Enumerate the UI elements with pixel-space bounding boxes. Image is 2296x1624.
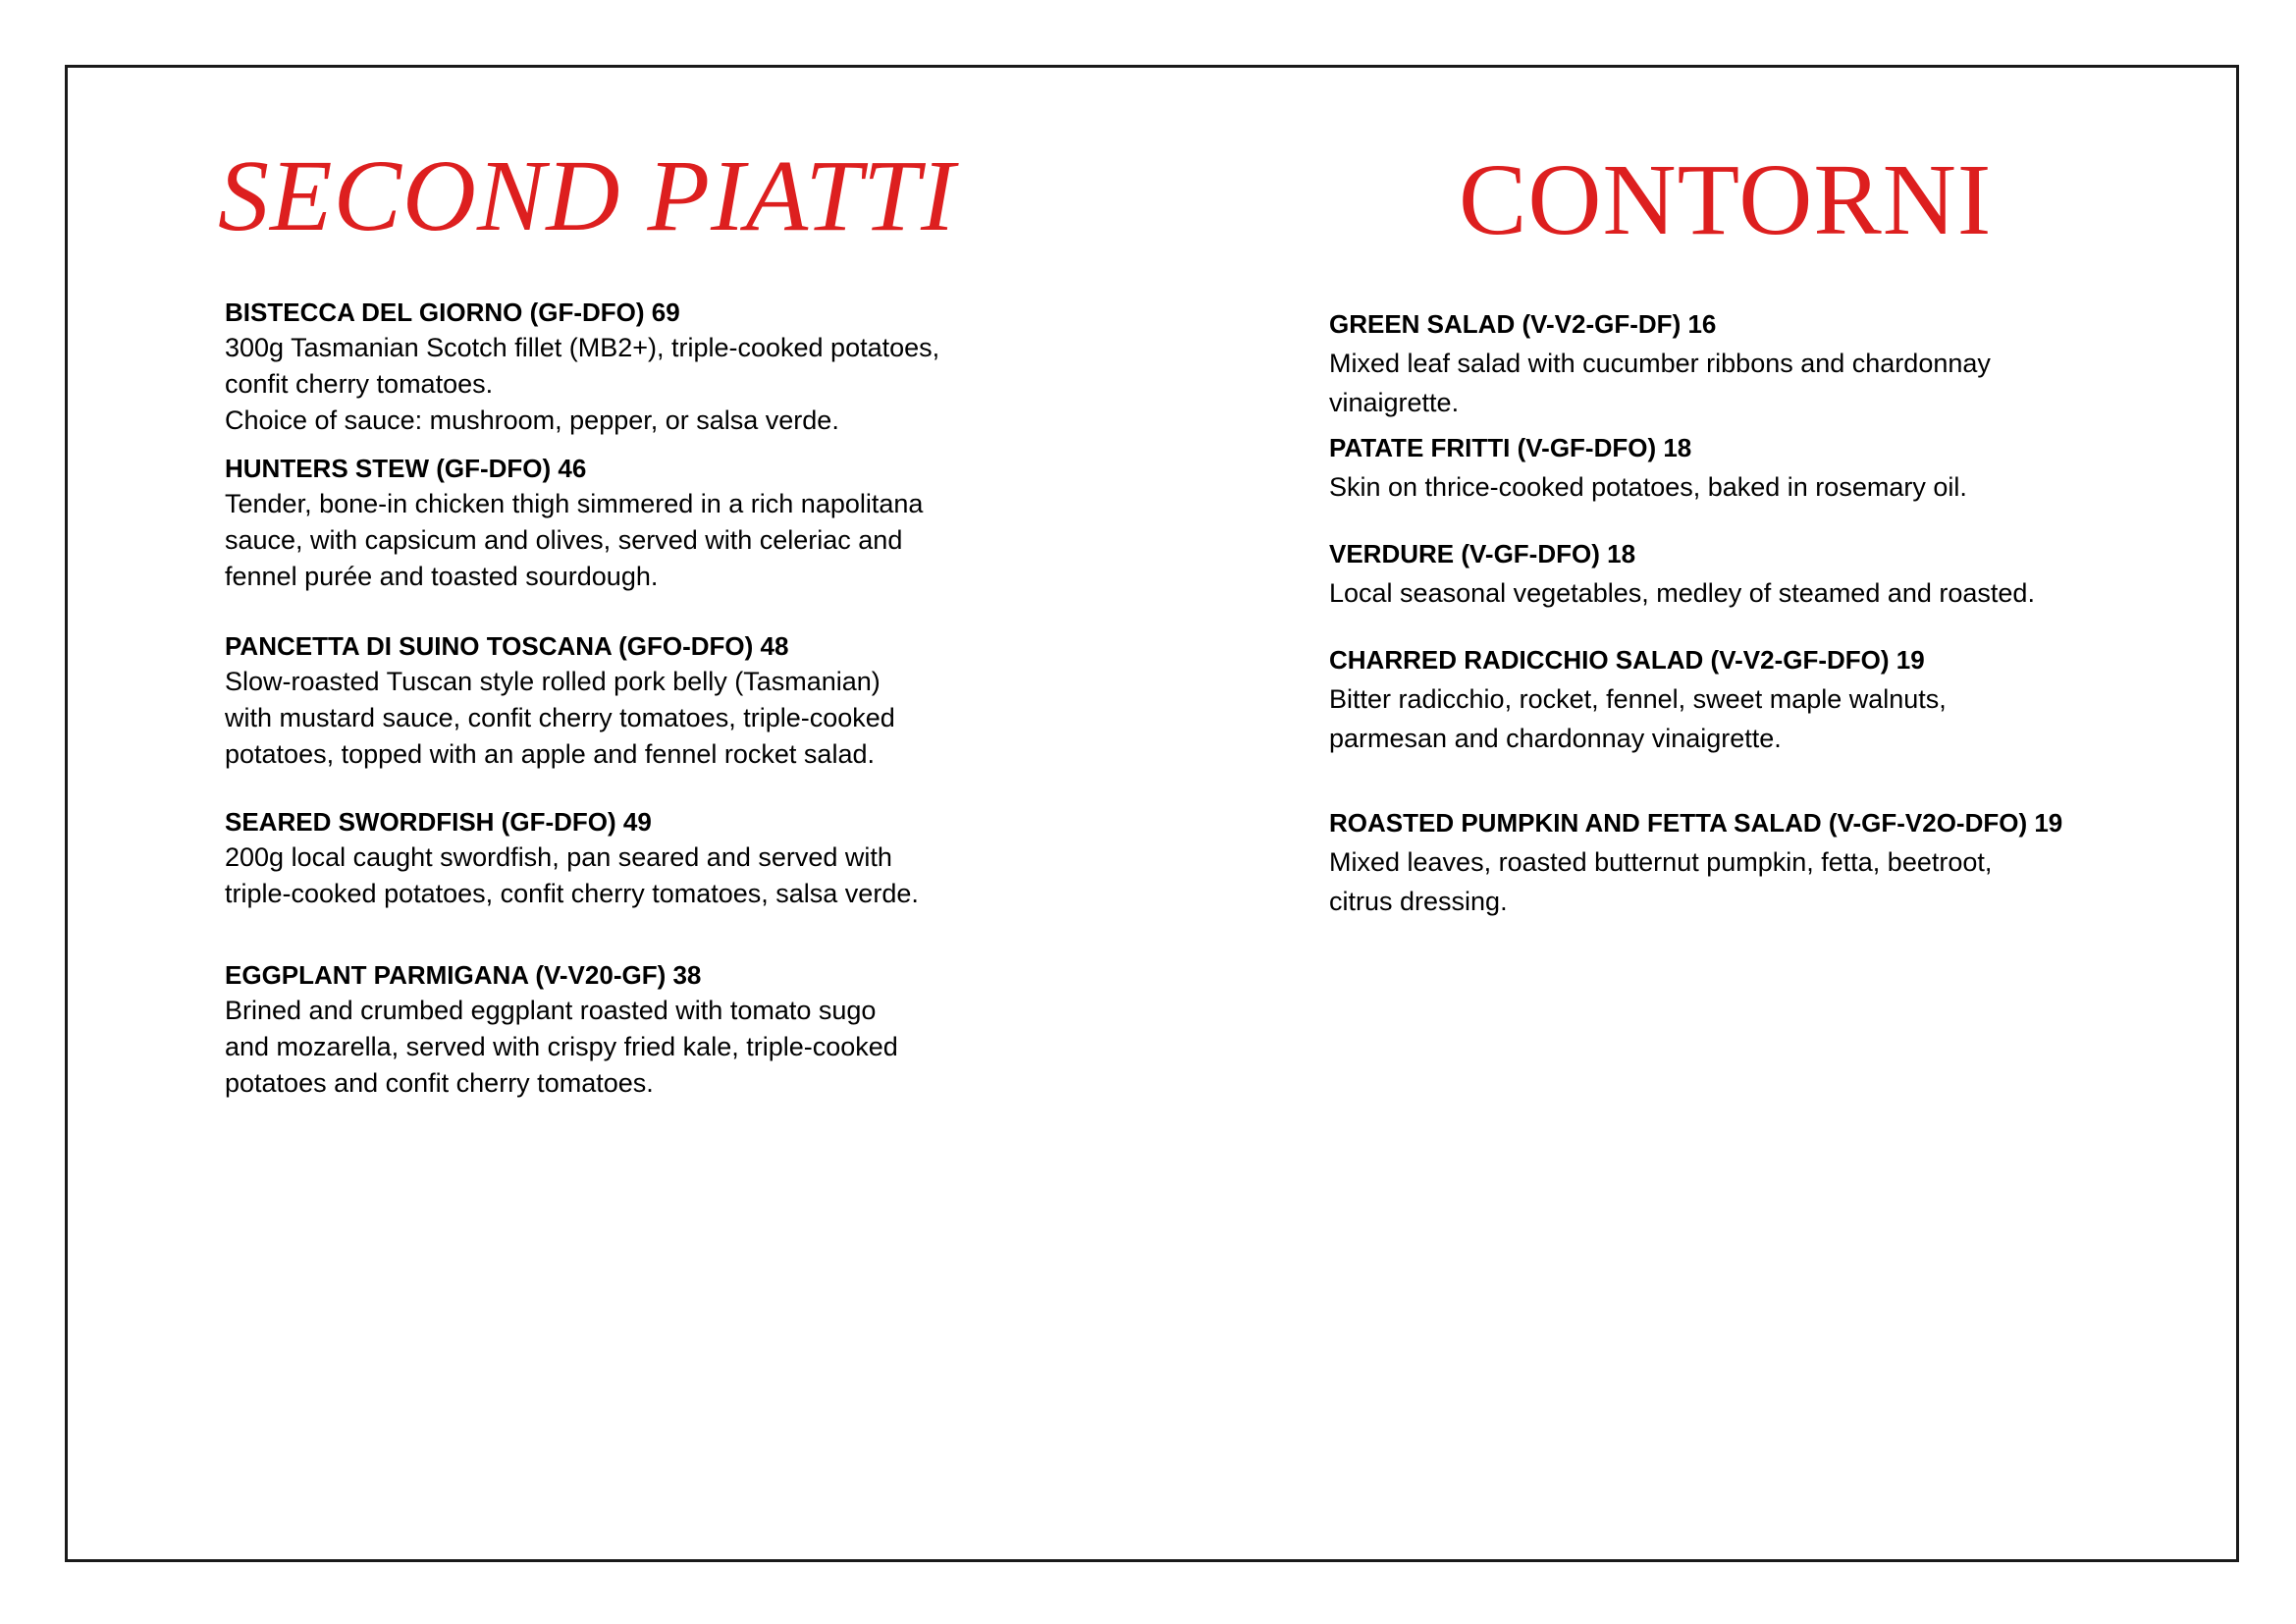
menu-item-swordfish <box>225 804 971 912</box>
menu-item-verdure <box>1329 534 2134 613</box>
menu-item-eggplant <box>225 957 971 1102</box>
menu-item-name: SEARED SWORDFISH (GF-DFO) 49 <box>225 807 652 837</box>
menu-item-description: Slow-roasted Tuscan style rolled pork belly (Tasmanian) with mustard sauce, confit cherry tomatoes, triple-cooked potatoes, topped with an apple and fennel rocket salad. <box>225 667 895 769</box>
menu-item-description: Bitter radicchio, rocket, fennel, sweet maple walnuts, parmesan and chardonnay vinaigrette. <box>1329 684 1947 753</box>
menu-item-name: CHARRED RADICCHIO SALAD (V-V2-GF-DFO) 19 <box>1329 645 1925 675</box>
contorni-section <box>1329 304 2134 921</box>
menu-item-name: EGGPLANT PARMIGANA (V-V20-GF) 38 <box>225 960 702 990</box>
menu-item-name: PANCETTA DI SUINO TOSCANA (GFO-DFO) 48 <box>225 631 789 661</box>
secondi-section <box>225 295 971 1102</box>
menu-item-description: Mixed leaves, roasted butternut pumpkin, fetta, beetroot, citrus dressing. <box>1329 847 1993 916</box>
menu-item-name: GREEN SALAD (V-V2-GF-DF) 16 <box>1329 309 1717 339</box>
menu-item-name: VERDURE (V-GF-DFO) 18 <box>1329 539 1636 568</box>
menu-item-radicchio-salad <box>1329 640 2134 758</box>
menu-item-name: HUNTERS STEW (GF-DFO) 46 <box>225 454 587 483</box>
contorni-heading: CONTORNI <box>1459 143 1993 256</box>
menu-item-pumpkin-fetta-salad <box>1329 803 2134 921</box>
menu-item-hunters-stew <box>225 451 971 595</box>
menu-item-description: 200g local caught swordfish, pan seared and served with triple-cooked potatoes, confit cherry tomatoes, salsa verde. <box>225 842 919 908</box>
secondi-heading: SECOND PIATTI <box>218 139 956 252</box>
menu-item-description: Brined and crumbed eggplant roasted with tomato sugo and mozarella, served with crispy fried kale, triple-cooked potatoes and confit cherry tomatoes. <box>225 996 898 1098</box>
menu-item-name: PATATE FRITTI (V-GF-DFO) 18 <box>1329 433 1692 462</box>
menu-item-description: Mixed leaf salad with cucumber ribbons and chardonnay vinaigrette. <box>1329 349 1991 417</box>
menu-item-name: BISTECCA DEL GIORNO (GF-DFO) 69 <box>225 298 680 327</box>
menu-item-bistecca <box>225 295 971 439</box>
menu-item-description: Tender, bone-in chicken thigh simmered in a rich napolitana sauce, with capsicum and olives, served with celeriac and fennel purée and toasted sourdough. <box>225 489 924 591</box>
menu-item-description: Local seasonal vegetables, medley of steamed and roasted. <box>1329 578 2035 608</box>
menu-item-patate-fritti <box>1329 428 2134 507</box>
menu-item-green-salad <box>1329 304 2134 422</box>
menu-item-pancetta <box>225 628 971 773</box>
menu-item-description: 300g Tasmanian Scotch fillet (MB2+), triple-cooked potatoes, confit cherry tomatoes. Choice of sauce: mushroom, pepper, or salsa verde. <box>225 333 940 435</box>
menu-item-description: Skin on thrice-cooked potatoes, baked in rosemary oil. <box>1329 472 1967 502</box>
menu-item-name: ROASTED PUMPKIN AND FETTA SALAD (V-GF-V2O-DFO) 19 <box>1329 808 2063 838</box>
